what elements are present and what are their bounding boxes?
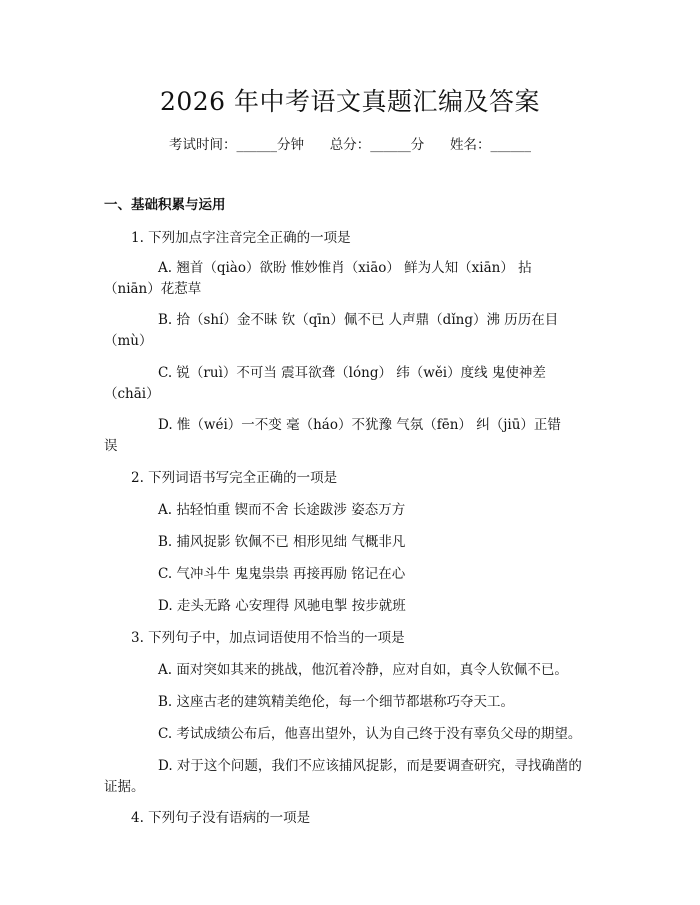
- question-2-option-d: D. 走头无路 心安理得 风驰电掣 按步就班: [158, 598, 406, 614]
- question-2-option-c: C. 气冲斗牛 鬼鬼祟祟 再接再励 铭记在心: [158, 566, 406, 582]
- question-1-stem: 1. 下列加点字注音完全正确的一项是: [131, 230, 351, 246]
- question-1-option-a-cont: （niān）花惹草: [104, 281, 202, 297]
- question-3-stem: 3. 下列句子中，加点词语使用不恰当的一项是: [131, 630, 405, 646]
- page-title: 2026 年中考语文真题汇编及答案: [159, 87, 541, 116]
- question-1-option-b: B. 拾（shí）金不昧 钦（qīn）佩不已 人声鼎（dǐng）沸 历历在目: [158, 312, 559, 328]
- question-3-option-d-cont: 证据。: [104, 779, 145, 795]
- question-3-option-b: B. 这座古老的建筑精美绝伦，每一个细节都堪称巧夺天工。: [158, 694, 515, 710]
- exam-info-line: 考试时间：______分钟 总分：______分 姓名：______: [169, 137, 531, 153]
- question-1-option-c: C. 锐（ruì）不可当 震耳欲聋（lóng） 纬（wěi）度线 鬼使神差: [158, 365, 546, 381]
- question-1-option-b-cont: （mù）: [104, 333, 153, 349]
- question-1-option-d: D. 惟（wéi）一不变 毫（háo）不犹豫 气氛（fēn） 纠（jiū）正错: [158, 417, 561, 433]
- question-3-option-d: D. 对于这个问题，我们不应该捕风捉影，而是要调查研究，寻找确凿的: [158, 758, 582, 774]
- question-3-option-a: A. 面对突如其来的挑战，他沉着冷静，应对自如，真令人钦佩不已。: [158, 662, 568, 678]
- question-1-option-a: A. 翘首（qiào）欲盼 惟妙惟肖（xiāo） 鲜为人知（xiān） 拈: [158, 260, 532, 276]
- question-3-option-c: C. 考试成绩公布后，他喜出望外，认为自己终于没有辜负父母的期望。: [158, 726, 582, 742]
- question-4-stem: 4. 下列句子没有语病的一项是: [131, 810, 311, 826]
- section-heading: 一、基础积累与运用: [104, 197, 226, 213]
- question-1-option-c-cont: （chāi）: [104, 386, 160, 402]
- question-2-option-a: A. 拈轻怕重 锲而不舍 长途跋涉 姿态万方: [158, 502, 406, 518]
- question-2-stem: 2. 下列词语书写完全正确的一项是: [131, 470, 338, 486]
- question-2-option-b: B. 捕风捉影 钦佩不已 相形见绌 气概非凡: [158, 534, 406, 550]
- question-1-option-d-cont: 误: [104, 438, 118, 454]
